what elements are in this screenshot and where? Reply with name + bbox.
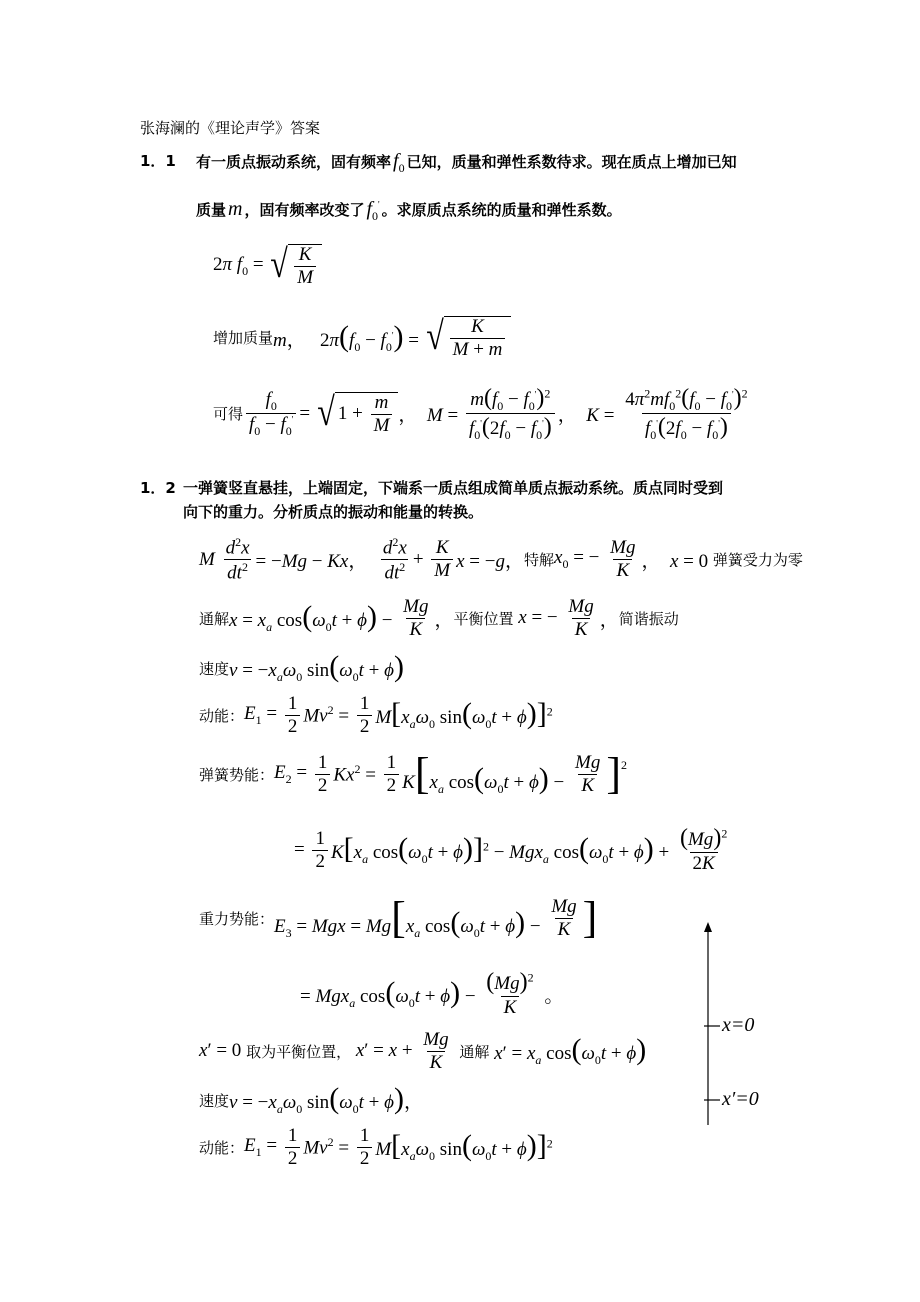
label-keyi: 可得 xyxy=(213,405,244,424)
equation-spring-energy: 弹簧势能： $E_2$ = $\frac{1}{2}$ $Kx^2$ = $\frac{1}{2}$ $K[x_a$ $\cos(\omega_0t + \phi)$ − $\frac{Mg}{K}$ ]$^2$ xyxy=(199,749,627,799)
axis-arrow-icon xyxy=(704,922,712,932)
diagram-label-x0: x=0 xyxy=(722,1014,755,1036)
problem-1-1-statement-line2 xyxy=(196,198,622,224)
equation-kinetic-energy-2: 动能： $E_1$ = $\frac{1}{2}$ $Mv^2$ = $\frac{1}{2}$ $M[x_a\omega_0$ $\sin(\omega_0t + \phi)]^2$ xyxy=(199,1125,553,1169)
equation-mass-and-stiffness: 可得 $\frac{f_0}{f_0 - f_0'}$ = √ 1 + $\frac{m}{M}$ ， M = $\frac{m(f_0 - f_0')^2}{f_0'(2f_0 - f_0')}$ ， K = $\frac{4\pi^2mf_0^2(f_0 - f_0')^2}{f_0'(2f_0 - f_0')}$ xyxy=(213,385,748,443)
equation-natural-frequency: 2π $f_0$ = √ K M xyxy=(213,244,322,288)
equation-gravity-energy-expanded: = Mgx$_a$ $\cos(\omega_0t + \phi)$ − $\frac{(Mg)^2}{K}$ 。 xyxy=(300,969,564,1019)
label-gravity-pe: 重力势能： xyxy=(199,909,275,928)
label-kinetic-2: 动能： xyxy=(199,1138,245,1157)
equation-spring-energy-expanded: = $\frac{1}{2}$ $K[x_a$ $\cos(\omega_0t + \phi)]^2 - Mgx_a$ $\cos(\omega_0t + \phi)$ + $\frac{(Mg)^2}{2K}$ xyxy=(294,825,728,875)
equation-of-motion: M $\frac{d^2x}{dt^2}$ = −Mg − Kx， $d^2x$ $dt^2$ + $\frac{K}{M}$ x = −g， 特解 $x_0$ = − $\frac{Mg}{K}$ ， x = 0 弹簧受力为零 xyxy=(199,535,803,584)
label-spring-pe: 弹簧势能： xyxy=(199,765,275,784)
problem-1-1-text-c: 质量 xyxy=(196,201,227,219)
equation-velocity-2: 速度 $v = -x_a\omega_0$ $\sin(\omega_0t + \phi)$， xyxy=(199,1082,423,1116)
label-general-solution: 通解 xyxy=(199,609,230,628)
equation-kinetic-energy: 动能： $E_1$ = $\frac{1}{2}$ $Mv^2$ = $\frac{1}{2}$ $M[x_a\omega_0$ $\sin(\omega_0t + \phi)]^2$ xyxy=(199,693,553,737)
symbol-f0: $f_0$ xyxy=(393,150,405,175)
symbol-f0-prime: $f_0'$ xyxy=(366,198,380,223)
label-special-solution: 特解 xyxy=(524,551,555,570)
equation-gravity-energy: 重力势能： $E_3$ = Mgx = $Mg[x_a$ $\cos(\omega_0t + \phi)$ − $\frac{Mg}{K}$ ] xyxy=(199,893,598,943)
diagram-label-xp0: x′=0 xyxy=(722,1088,759,1110)
label-equilibrium: 平衡位置 xyxy=(453,609,514,628)
document-title: 张海澜的《理论声学》答案 xyxy=(140,119,321,137)
label-take-equilibrium: 取为平衡位置， xyxy=(246,1042,352,1061)
problem-1-1-statement-line1 xyxy=(196,150,737,176)
label-kinetic: 动能： xyxy=(199,706,245,725)
label-spring-zero: 弹簧受力为零 xyxy=(712,551,803,570)
problem-1-1-text-e: 。求原质点系统的质量和弹性系数。 xyxy=(381,201,622,219)
problem-1-1-text-b: 已知，质量和弹性系数待求。现在质点上增加已知 xyxy=(406,153,737,171)
problem-1-1-text-a: 有一质点振动系统，固有频率 xyxy=(196,153,392,171)
label-general-solution-2: 通解 xyxy=(459,1042,490,1061)
label-velocity-2: 速度 xyxy=(199,1091,230,1110)
label-velocity: 速度 xyxy=(199,659,230,678)
problem-1-2-statement-line1: 一弹簧竖直悬挂，上端固定，下端系一质点组成简单质点振动系统。质点同时受到 xyxy=(183,479,724,497)
problem-1-2-statement-line2: 向下的重力。分析质点的振动和能量的转换。 xyxy=(183,503,484,521)
symbol-m: m xyxy=(228,198,243,220)
problem-number-1-1: 1．1 xyxy=(140,152,176,170)
equation-shifted-coordinate: x′ = 0 取为平衡位置， x′ = x + $\frac{Mg}{K}$ 通解 $x' = x_a$ $\cos(\omega_0t + \phi)$ xyxy=(199,1029,647,1073)
equation-velocity: 速度 $v = -x_a\omega_0$ $\sin(\omega_0t + \phi)$ xyxy=(199,650,404,684)
label-shm: 简谐振动 xyxy=(618,609,679,628)
problem-1-1-text-d: ，固有频率改变了 xyxy=(244,201,365,219)
equation-added-mass: 增加质量 m， $2\pi(f_0 - f_0')$ = √ K M + m xyxy=(213,316,511,360)
equation-general-solution: 通解 $x = x_a$ $\cos(\omega_0t + \phi)$ − $\frac{Mg}{K}$ ， 平衡位置 x = − $\frac{Mg}{K}$ ， 简谐振动 xyxy=(199,596,679,640)
label-add-mass: 增加质量 xyxy=(213,329,274,348)
problem-number-1-2: 1．2 xyxy=(140,479,176,497)
